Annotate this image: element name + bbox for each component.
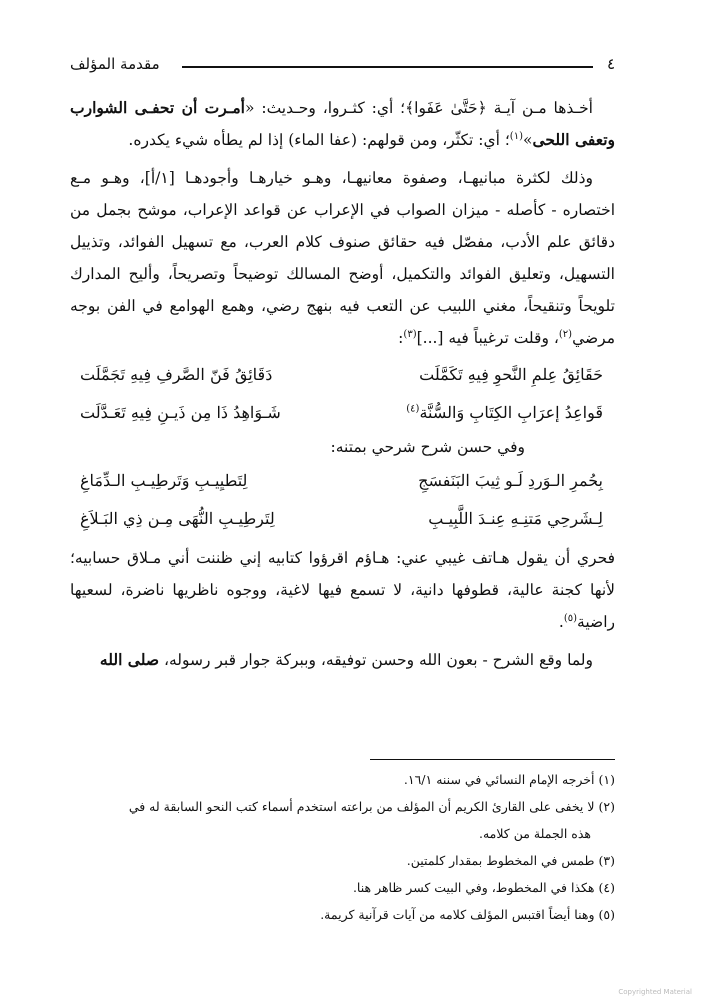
verse-line	[70, 394, 615, 432]
poem-block	[70, 356, 615, 538]
paragraph-2: وذلك لكثرة مبانيهـا، وصفوة معانيهـا، وهـو خيارهـا وأجودهـا [١/أ]، وهـو مـع اختصاره - كأصله - ميزان الصواب في الإعراب عن قواعد الإعراب، موشح بجمل من دقائق علم الأدب، مفصّل فيه حقائق صنوف كلام العرب، مع تسهيل الفوائد، وتذييل التسهيل، وتعليق الفوائد والتكميل، أوضح المسالك توضيحاً وتصريحاً، وأليح المدارك تلويحاً وتنقيحاً، مغني اللبيب عن التعب فيه بنهج رضي، وهمع الهوامع في الفن بوجه مرضي$^{(٢)}$، وقلت ترغيباً فيه [...]$^{(٣)}$:	[70, 169, 615, 347]
footnote-item: (٢)لا يخفى على القارئ الكريم أن المؤلف من براعته استخدم أسماء كتب النحو السابقة له في	[128, 799, 615, 814]
footnote-ref-4[interactable]: (٤)	[406, 403, 420, 415]
verse-first-half: لِـشَرحِي مَتنِـهِ عِنـدَ اللَّبِيـبِ	[428, 509, 603, 528]
footnote-continuation: هذه الجملة من كلامه.	[478, 826, 591, 841]
verse-first-half: بِحُمرِ الـوَردِ لَـو ثِيبَ البَنَفسَجِ	[418, 471, 603, 490]
footnote-ref-5[interactable]: (٥)	[563, 612, 578, 624]
verse-second-half: شَـوَاهِدُ ذَا مِن ذَيـنِ فِيهِ تَعَـدَّلَت	[80, 403, 281, 422]
verse-second-half: لِتَطيِيـبِ وَتَرطِيـبِ الـدِّمَاغِ	[80, 471, 248, 490]
verse-line	[70, 500, 615, 538]
copyright-watermark: Copyrighted Material	[618, 988, 692, 996]
footnote-item: (٣)طمس في المخطوط بمقدار كلمتين.	[406, 853, 615, 868]
footnote-ref-3[interactable]: (٣)	[403, 328, 417, 340]
paragraph-1: أخـذها مـن آيـة ﴿حَتَّىٰ عَفَوا﴾؛ أي: كثـروا، وحـديث: «أمـرت أن تحفـى الشوارب وتعفى اللحى»$^{(١)}$؛ أي: تكثّر، ومن قولهم: (عفا الماء) إذا لم يطأه شيء يكدره.	[70, 98, 615, 149]
footnote-ref-2[interactable]: (٢)	[558, 328, 573, 340]
running-header	[70, 55, 615, 77]
verse-first-half: حَقَائِقُ عِلمِ النَّحوِ فِيهِ تَكَمَّلَت	[419, 365, 603, 384]
page-number: ٤	[606, 55, 615, 73]
salutation-text: صلى الله	[99, 650, 160, 669]
verse-first-half: قَواعِدُ إعرَابِ الكِتَابِ وَالسُّنَّة$^{(٤)}$	[406, 403, 603, 422]
footnote-item: (٥)وهنا أيضاً اقتبس المؤلف كلامه من آيات قرآنية كريمة.	[320, 907, 615, 922]
footnotes	[70, 766, 615, 928]
verse-intro: وفي حسن شرح شرحي بمتنه:	[330, 438, 525, 456]
paragraph-4: ولما وقع الشرح - بعون الله وحسن توفيقه، وببركة جوار قبر رسوله، صلى الله	[99, 650, 593, 669]
verse-line	[70, 462, 615, 500]
header-rule	[182, 66, 593, 68]
main-text	[70, 92, 615, 676]
verse-line	[70, 356, 615, 394]
footnote-divider	[370, 759, 615, 760]
footnote-item: (١)أخرجه الإمام النسائي في سننه ١٦/١.	[403, 772, 615, 787]
verse-second-half: لِتَرطِيـبِ النُّهَى مِـن ذِي البَـلاَغِ	[80, 509, 275, 528]
footnote-item: (٤)هكذا في المخطوط، وفي البيت كسر ظاهر هنا.	[352, 880, 615, 895]
hadith-text: أمـرت أن تحفـى الشوارب وتعفى اللحى	[70, 98, 615, 149]
paragraph-3: فحري أن يقول هـاتف غيبي عني: هـاؤم اقرؤوا كتابيه إني ظننت أني مـلاق حسابيه؛ لأنها كجنة عالية، قطوفها دانية، لا تسمع فيها لاغية، ووجوه ناظريها ناضرة، لسعيها راضية$^{(٥)}$.	[70, 549, 615, 631]
running-title: مقدمة المؤلف	[70, 55, 160, 73]
verse-second-half: دَقَائِقُ فَنّ الصَّرفِ فِيهِ تَجَمَّلَت	[80, 365, 273, 384]
footnote-ref-1[interactable]: (١)	[509, 130, 523, 142]
